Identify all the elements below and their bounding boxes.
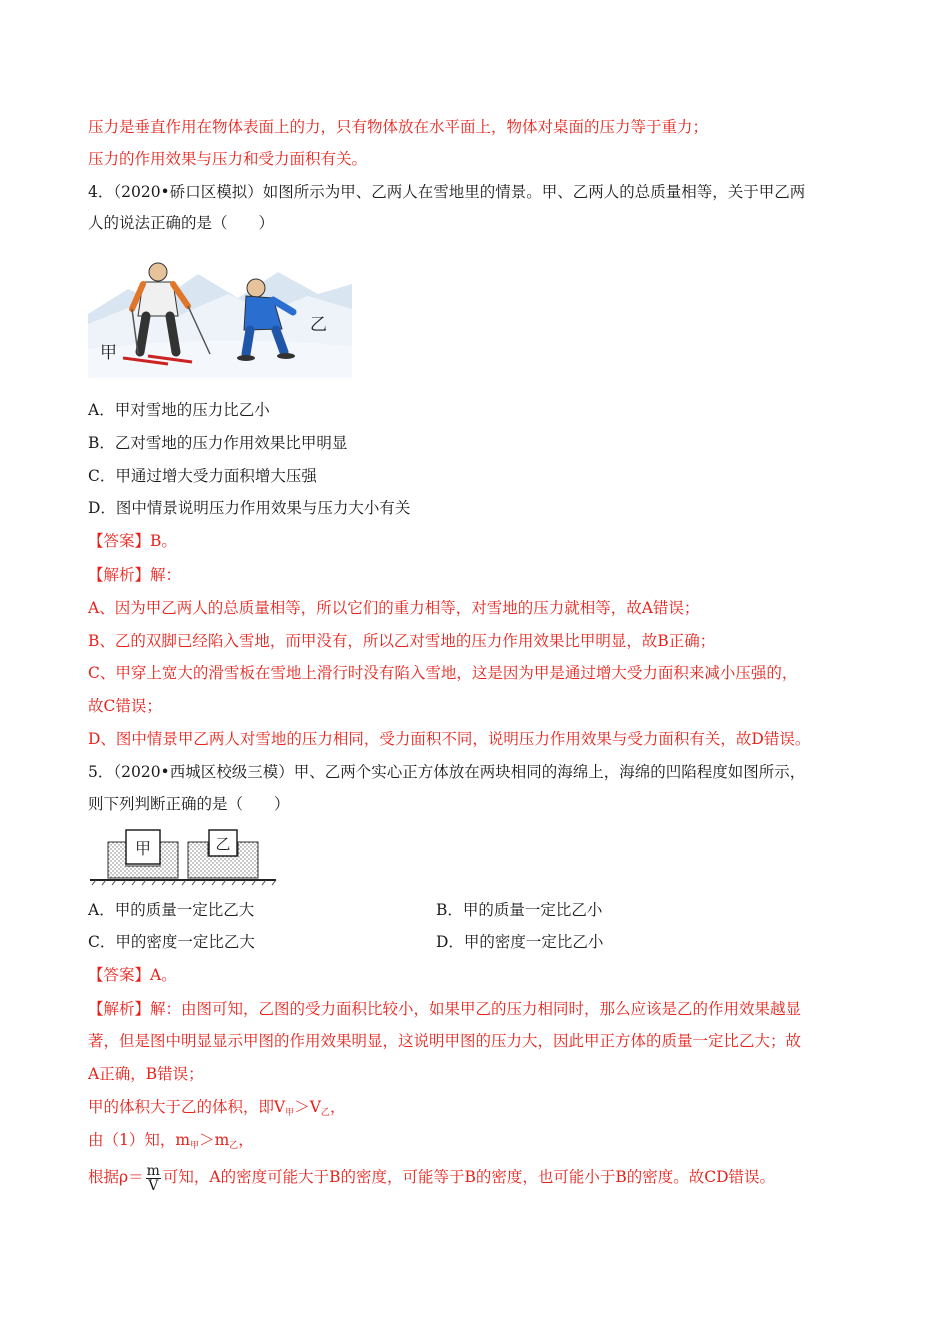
analysis-4-line: 故C错误； — [88, 697, 162, 715]
fraction-numerator: m — [146, 1162, 160, 1179]
analysis-5-line: 著，但是图中明显显示甲图的作用效果明显，这说明甲图的压力大，因此甲正方体的质量一定比乙大；故 — [88, 1032, 802, 1050]
question-4-stem: 4．（2020•硚口区模拟）如图所示为甲、乙两人在雪地里的情景。甲、乙两人的总质量相等，关于甲乙两 — [88, 183, 806, 201]
analysis-5-line: 【解析】解：由图可知，乙图的受力面积比较小，如果甲乙的压力相同时，那么应该是乙的作用效果越显 — [88, 1000, 802, 1018]
analysis-5-volume-line — [88, 1096, 345, 1124]
block-label-jia: 甲 — [134, 839, 152, 858]
text-segment: 可知，A的密度可能大于B的密度，可能等于B的密度，也可能小于B的密度。故CD错误。 — [162, 1168, 776, 1186]
option-a: A．甲的质量一定比乙大 — [88, 901, 255, 919]
figure-label-jia: 甲 — [100, 343, 117, 363]
analysis-4-line: A、因为甲乙两人的总质量相等，所以它们的重力相等，对雪地的压力就相等，故A错误； — [88, 599, 700, 617]
option-b: B．甲的质量一定比乙小 — [436, 901, 603, 919]
subscript: 甲 — [285, 1108, 295, 1118]
question-5-stem-cont: 则下列判断正确的是（ ） — [88, 795, 290, 813]
sponge-diagram — [88, 826, 278, 886]
option-b: B．乙对雪地的压力作用效果比甲明显 — [88, 434, 348, 452]
question-4-stem-cont: 人的说法正确的是（ ） — [88, 214, 275, 232]
ski-scene-illustration — [88, 254, 352, 378]
text-segment: ， — [238, 1131, 254, 1149]
answer-4: 【答案】B。 — [88, 532, 177, 550]
option-c: C．甲的密度一定比乙大 — [88, 933, 255, 951]
text-line: 压力的作用效果与压力和受力面积有关。 — [88, 150, 368, 168]
fraction-denominator: V — [148, 1177, 159, 1194]
density-fraction — [146, 1164, 161, 1193]
text-segment: 甲的体积大于乙的体积，即V — [88, 1098, 286, 1116]
text-segment: 由（1）知，m — [88, 1131, 191, 1149]
block-label-yi: 乙 — [215, 835, 231, 853]
answer-5: 【答案】A。 — [88, 966, 177, 984]
text-segment: ＞m — [199, 1131, 230, 1149]
figure-label-yi: 乙 — [310, 315, 327, 335]
question-5-stem: 5．（2020•西城区校级三模）甲、乙两个实心正方体放在两块相同的海绵上，海绵的凹陷程度如图所示， — [88, 763, 806, 781]
analysis-5-density-line — [88, 1162, 775, 1193]
subscript: 甲 — [190, 1141, 200, 1151]
analysis-4-line: D、图中情景甲乙两人对雪地的压力相同，受力面积不同，说明压力作用效果与受力面积有关，故D错误。 — [88, 730, 811, 748]
text-segment: 根据ρ＝ — [88, 1168, 144, 1186]
analysis-4-line: B、乙的双脚已经陷入雪地，而甲没有，所以乙对雪地的压力作用效果比甲明显，故B正确； — [88, 632, 716, 650]
text-line: 压力是垂直作用在物体表面上的力，只有物体放在水平面上，物体对桌面的压力等于重力； — [88, 118, 709, 136]
subscript: 乙 — [320, 1108, 330, 1118]
analysis-5-line: A正确，B错误； — [88, 1065, 204, 1083]
option-a: A．甲对雪地的压力比乙小 — [88, 401, 270, 419]
analysis-4-heading: 【解析】解： — [88, 566, 182, 584]
option-d: D．甲的密度一定比乙小 — [436, 933, 604, 951]
analysis-5-mass-line — [88, 1129, 254, 1157]
analysis-4-line: C、甲穿上宽大的滑雪板在雪地上滑行时没有陷入雪地，这是因为甲是通过增大受力面积来减小压强的， — [88, 664, 798, 682]
subscript: 乙 — [229, 1141, 239, 1151]
option-c: C．甲通过增大受力面积增大压强 — [88, 467, 317, 485]
option-d: D．图中情景说明压力作用效果与压力大小有关 — [88, 499, 411, 517]
text-segment: ＞V — [294, 1098, 321, 1116]
text-segment: ， — [329, 1098, 346, 1116]
